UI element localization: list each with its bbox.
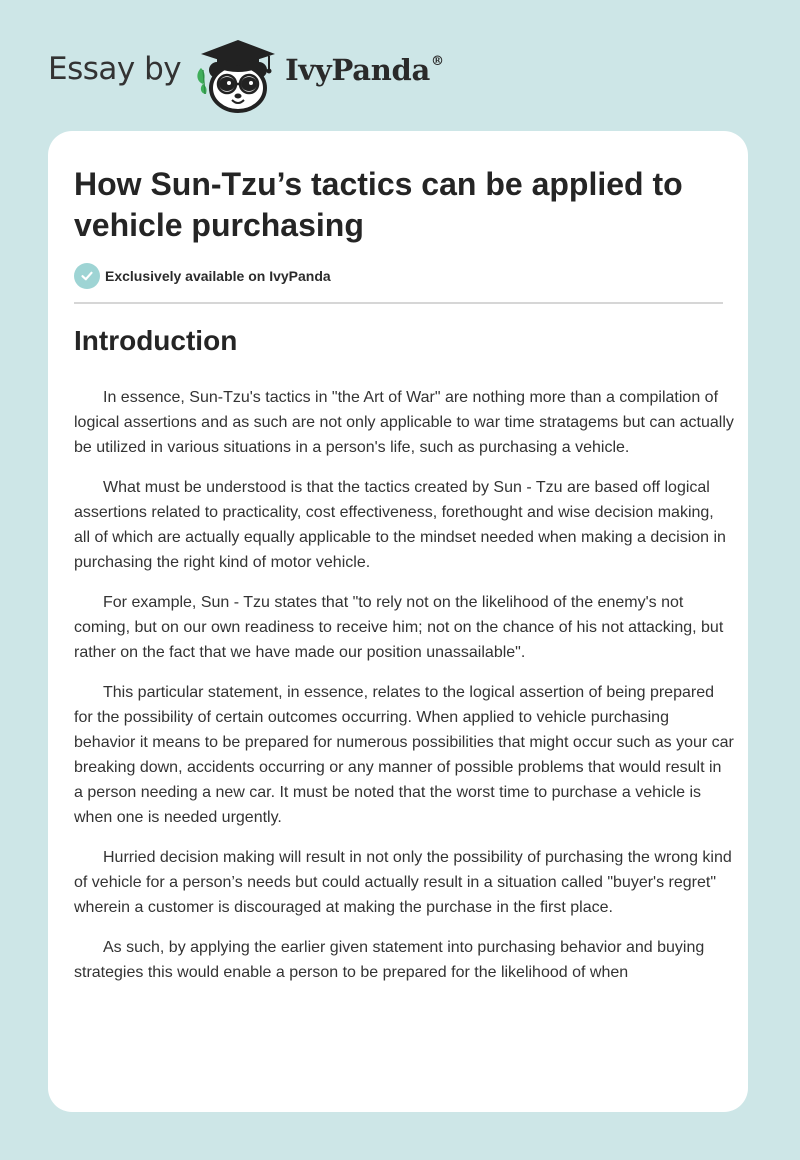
paragraph: For example, Sun - Tzu states that "to rely not on the likelihood of the enemy's not coming, but on our own readiness to receive him; not on the chance of his not attacking, but rather on the fact that we have made our position unassailable".: [74, 594, 724, 661]
paragraph: In essence, Sun-Tzu's tactics in "the Art of War" are nothing more than a compilation of logical assertions and as such are not only applicable to war time stratagems but can actually be utilized in various situations in a person's life, such as purchasing a vehicle.: [74, 389, 734, 456]
exclusive-label: Exclusively available on IvyPanda: [105, 268, 331, 284]
essay-body: [74, 385, 734, 1000]
check-badge-icon: [74, 263, 100, 289]
registered-mark: ®: [430, 54, 444, 70]
brand-name[interactable]: [285, 53, 444, 87]
site-header: [48, 30, 444, 114]
essay-by-label: Essay by: [48, 51, 182, 87]
page-title: How Sun-Tzu’s tactics can be applied to vehicle purchasing: [74, 166, 683, 243]
exclusive-notice: [74, 263, 331, 289]
paragraph: This particular statement, in essence, relates to the logical assertion of being prepared for the possibility of certain outcomes occurring. When applied to vehicle purchasing behavior it means to be prepared for numerous possibilities that might occur such as your car breaking down, accidents occurring or any manner of possible problems that would result in a person needing a new car. It must be noted that the worst time to purchase a vehicle is when one is needed urgently.: [74, 684, 734, 826]
section-heading: Introduction: [74, 325, 238, 356]
brand-name-text: IvyPanda: [285, 53, 430, 87]
panda-graduate-logo-icon[interactable]: [193, 30, 283, 114]
paragraph: As such, by applying the earlier given statement into purchasing behavior and buying strategies this would enable a person to be prepared for the likelihood of when: [74, 939, 705, 981]
divider: [74, 302, 723, 304]
essay-card: [48, 131, 748, 1112]
paragraph: What must be understood is that the tactics created by Sun - Tzu are based off logical assertions related to practicality, cost effectiveness, forethought and wise decision making, all of which are actually equally applicable to the mindset needed when making a decision in purchasing the right kind of motor vehicle.: [74, 479, 726, 571]
paragraph: Hurried decision making will result in not only the possibility of purchasing the wrong kind of vehicle for a person’s needs but could actually result in a situation called "buyer's regret" wherein a customer is discouraged at making the purchase in the first place.: [74, 849, 732, 916]
